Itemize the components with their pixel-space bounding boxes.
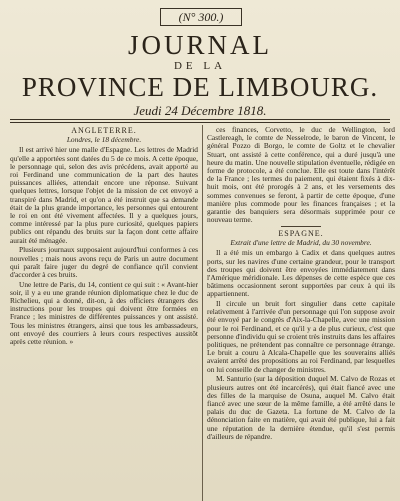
- masthead-title-line-3: PROVINCE DE LIMBOURG.: [21, 72, 379, 102]
- section-divider: [281, 226, 321, 227]
- section-heading-angleterre: ANGLETERRE.: [71, 126, 137, 135]
- section-heading-espagne: ESPAGNE.: [278, 228, 324, 238]
- article-paragraph: Une lettre de Paris, du 14, contient ce qui suit : « Avant-hier soir, il y a eu une grande réunion diplomatique chez le duc de Richelieu, qui a donné, dit-on, à des officiers étrangers des instructions pour les troupes qui doivent être formées en France ; les ministres de différentes puissances y ont assisté. Tous les ministres étrangers, ainsi que tous les ambassadeurs, ont envoyé des courriers à leurs cours respectives aussitôt après cette réunion. »: [10, 279, 198, 347]
- masthead-rule-top: [10, 119, 390, 120]
- article-paragraph: Plusieurs journaux supposaient aujourd'hui conformes à ces nouvelles ; mais nous avons reçu de Paris un autre document qui paraît faire juger du degré de confiance qu'il convient d'accorder à ces bruits.: [10, 245, 198, 279]
- article-paragraph: Il circule un bruit fort singulier dans cette capitale relativement à l'arrivée d'un personnage qui l'on suppose avoir été envoyé par le congrès d'Aix-la-Chapelle, avec une mission pour le roi Ferdinand, et ce qu'il y a de plus curieux, c'est que personne d'individu qui se croient très instruits dans les affaires politiques, ne prétendent pas connaître ce personnage étrange. Le bruit a couru à Alcala-Chapelle que les souverains alliés avaient arrêté des propositions au roi Ferdinand, par lesquelles on lui conseille de changer de ministres.: [207, 299, 395, 374]
- issue-date: Jeudi 24 Décembre 1818.: [133, 103, 267, 118]
- article-paragraph: Il est arrivé hier une malle d'Espagne. Les lettres de Madrid qu'elle a apportées sont datées du 5 de ce mois. A cette époque, le personnage qui, selon des avis précédens, avait apporté au roi Ferdinand une communication de la part des hautes puissances alliées, attendait encore une réponse. Suivant quelques lettres, lorsque l'objet de la mission de cet envoyé a transpiré dans Madrid, et qu'on a été instruit que sa demande était de la plus grande importance, les personnes qui entourent le roi en ont été vivement affectées. Il y a quelques jours, comme intéressé par la plus pure curiosité, quelques papiers publics ont répandu des bruits sur la façon dont cette affaire aurait été ménagée.: [10, 145, 198, 245]
- article-paragraph: ces finances, Corvetto, le duc de Wellington, lord Castlereagh, le comte de Nesselrode, le baron de Vincent, le général Pozzo di Borgo, le comte de Goltz et le chevalier Stuart, ont assisté à cette conférence, qui a duré jusqu'à une heure du matin. Une nouvelle stipulation éventuelle, rédigée en forme de protocole, a été conclue. Elle est toute dans l'intérêt de la France ; les termes du paiement, qui étaient fixés à dix-huit mois, ont été prorogés à 2 ans, et les versements des sommes convenues se feront, à partir de cette époque, d'une manière plus commode pour les finances françaises ; et la garantie des banquiers sera désormais supprimée pour ce nouveau terme.: [207, 126, 395, 225]
- right-column: [207, 126, 395, 501]
- article-paragraph: M. Santurio (sur la déposition duquel M. Calvo de Rozas et plusieurs autres ont été incarcérés), qui était fiancé avec une des filles de la marquise de Osuna, auquel M. Calvo était fiancé avec une sœur de la même famille, a été arrêté dans le palais du duc de Gazeta. La fortune de M. Calvo de la dénonciation faite en matière, qui avait été publique, lui a fait une réputation de la dernière étendue, qu'il s'est permis d'ailleurs de répandre.: [207, 374, 395, 441]
- article-paragraph: Il a été mis un embargo à Cadix et dans quelques autres ports, sur les navires d'une certaine grandeur, pour le transport des troupes qui doivent être envoyées immédiatement dans l'Amérique méridionale. Les dépenses de cette espèce que ces bâtimens occasionnent seront supportées par ceux à qui ils appartiennent.: [207, 248, 395, 299]
- left-column: [10, 126, 198, 501]
- issue-number: (N° 300.): [160, 8, 242, 26]
- column-divider: [202, 125, 203, 501]
- masthead-title-line-1: JOURNAL: [127, 30, 272, 60]
- dateline-madrid: Extrait d'une lettre de Madrid, du 30 novembre.: [230, 238, 372, 248]
- masthead-rule-bottom: [10, 122, 390, 123]
- dateline-londres: Londres, le 18 décembre.: [66, 135, 142, 145]
- masthead-title-line-2: DE LA: [173, 60, 227, 72]
